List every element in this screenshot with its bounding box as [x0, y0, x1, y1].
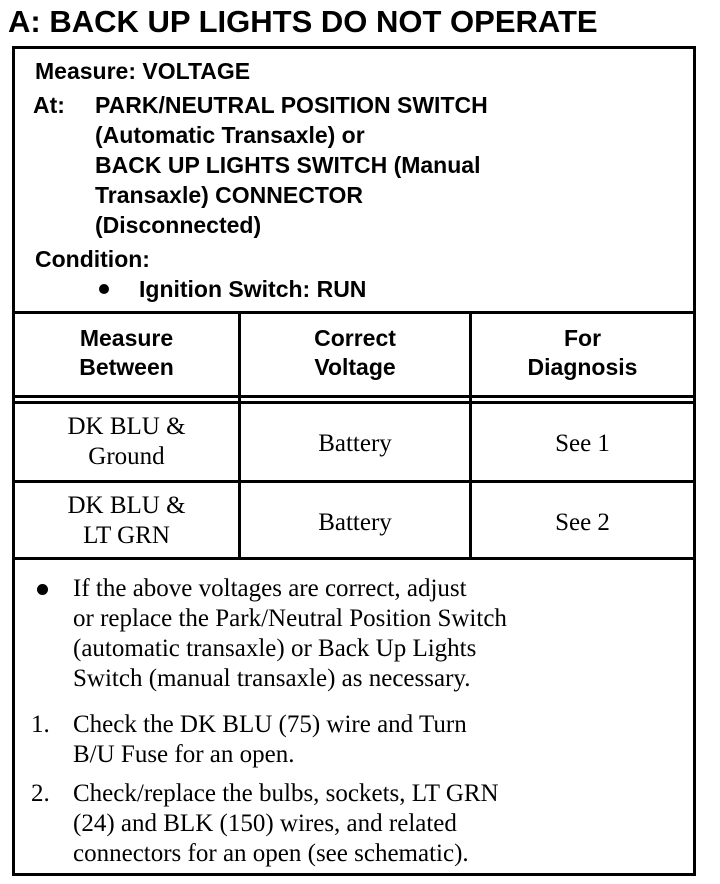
header-correct-voltage: Correct Voltage — [314, 325, 396, 380]
header-divider-lower — [15, 401, 693, 404]
table-row-1-voltage: Battery — [318, 430, 392, 457]
row-divider — [15, 480, 693, 483]
condition-label: Condition: — [35, 246, 150, 272]
table-row-1-diagnosis: See 1 — [555, 430, 610, 457]
at-line: (Automatic Transaxle) or — [95, 122, 365, 148]
bullet-icon — [99, 284, 109, 294]
header-measure-between: Measure Between — [79, 325, 174, 380]
table-row-1-between: DK BLU & Ground — [67, 413, 186, 470]
bullet-icon — [37, 584, 48, 595]
diagnostic-box: Measure: VOLTAGE At: PARK/NEUTRAL POSITION SWITCH (Automatic Transaxle) or BACK UP LIGHTS SWITCH (Manual Transaxle) CONNECTOR (Disconnected) Condition: Ignition Switch: RUN Measure Between Correct Voltage For Diagnosis DK BLU & Ground Battery See 1 DK BLU & LT GRN Battery See 2 If the above voltages are correct, adjust or replace the Park/Neutral Position Switch (automatic transaxle) or Back Up Lights Switch (manual transaxle) as necessary. 1. Check the DK BLU (75) wire and Turn B/U Fuse for an open. 2. Check/replace the bulbs, sockets, LT GRN (24) and BLK (150) wires, and related connectors for an open (see schematic). — [12, 46, 696, 876]
table-bottom-border — [15, 557, 693, 560]
at-line: BACK UP LIGHTS SWITCH (Manual — [95, 152, 481, 178]
table-top-border — [15, 311, 693, 314]
measure-label: Measure: VOLTAGE — [35, 58, 251, 84]
at-label: At: — [33, 92, 65, 118]
table-row-2-voltage: Battery — [318, 509, 392, 536]
at-line: (Disconnected) — [95, 212, 262, 238]
at-line: Transaxle) CONNECTOR — [95, 182, 363, 208]
at-line: PARK/NEUTRAL POSITION SWITCH — [95, 92, 488, 118]
page-title: A: BACK UP LIGHTS DO NOT OPERATE — [8, 4, 598, 39]
table-row-2-diagnosis: See 2 — [555, 509, 610, 536]
table-row-2-between: DK BLU & LT GRN — [67, 492, 186, 549]
condition-item: Ignition Switch: RUN — [139, 276, 367, 302]
header-for-diagnosis: For Diagnosis — [527, 325, 638, 380]
test-conditions — [15, 49, 693, 311]
header-divider-upper — [15, 395, 693, 398]
